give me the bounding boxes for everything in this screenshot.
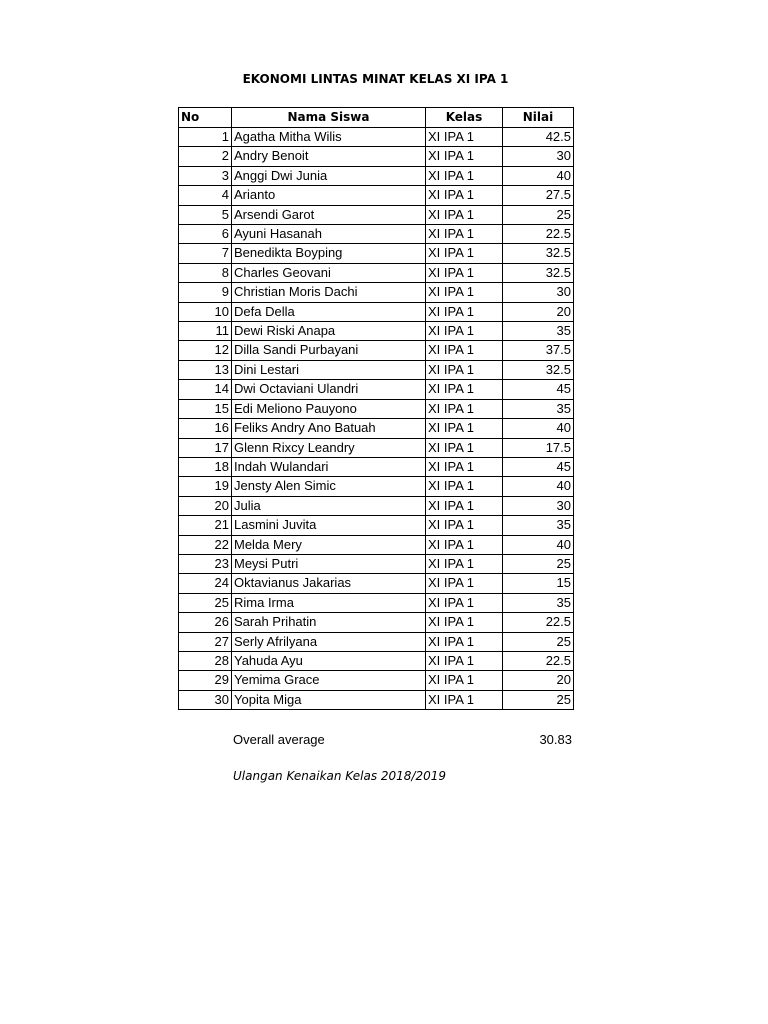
- cell-nilai: 32.5: [503, 244, 574, 263]
- table-row: [179, 399, 574, 418]
- cell-name: Christian Moris Dachi: [232, 283, 426, 302]
- header-row: [179, 108, 574, 128]
- table-row: [179, 147, 574, 166]
- cell-name: Dini Lestari: [232, 360, 426, 379]
- table-row: [179, 128, 574, 147]
- table-row: [179, 535, 574, 554]
- cell-no: 12: [179, 341, 232, 360]
- cell-name: Serly Afrilyana: [232, 632, 426, 651]
- table-row: [179, 496, 574, 515]
- table-row: [179, 205, 574, 224]
- cell-kelas: XI IPA 1: [426, 496, 503, 515]
- document-title: EKONOMI LINTAS MINAT KELAS XI IPA 1: [242, 72, 509, 86]
- cell-no: 15: [179, 399, 232, 418]
- cell-name: Oktavianus Jakarias: [232, 574, 426, 593]
- cell-nilai: 35: [503, 322, 574, 341]
- cell-kelas: XI IPA 1: [426, 690, 503, 709]
- cell-nilai: 45: [503, 380, 574, 399]
- cell-nilai: 40: [503, 166, 574, 185]
- cell-nilai: 42.5: [503, 128, 574, 147]
- table-row: [179, 263, 574, 282]
- cell-nilai: 25: [503, 632, 574, 651]
- cell-name: Yopita Miga: [232, 690, 426, 709]
- cell-nilai: 40: [503, 535, 574, 554]
- table-row: [179, 302, 574, 321]
- cell-name: Sarah Prihatin: [232, 613, 426, 632]
- table-row: [179, 322, 574, 341]
- cell-name: Arsendi Garot: [232, 205, 426, 224]
- cell-kelas: XI IPA 1: [426, 613, 503, 632]
- table-row: [179, 516, 574, 535]
- cell-nilai: 32.5: [503, 360, 574, 379]
- cell-name: Jensty Alen Simic: [232, 477, 426, 496]
- cell-nilai: 40: [503, 419, 574, 438]
- cell-nilai: 40: [503, 477, 574, 496]
- cell-name: Meysi Putri: [232, 554, 426, 573]
- table-row: [179, 554, 574, 573]
- cell-no: 30: [179, 690, 232, 709]
- cell-kelas: XI IPA 1: [426, 438, 503, 457]
- table-row: [179, 632, 574, 651]
- cell-name: Arianto: [232, 186, 426, 205]
- cell-kelas: XI IPA 1: [426, 419, 503, 438]
- table-row: [179, 360, 574, 379]
- cell-nilai: 32.5: [503, 263, 574, 282]
- table-row: [179, 283, 574, 302]
- grades-table: [178, 107, 574, 710]
- cell-no: 26: [179, 613, 232, 632]
- cell-nilai: 35: [503, 399, 574, 418]
- cell-no: 21: [179, 516, 232, 535]
- cell-nilai: 15: [503, 574, 574, 593]
- cell-kelas: XI IPA 1: [426, 516, 503, 535]
- cell-nilai: 20: [503, 302, 574, 321]
- cell-nilai: 25: [503, 554, 574, 573]
- cell-no: 14: [179, 380, 232, 399]
- cell-no: 19: [179, 477, 232, 496]
- cell-no: 27: [179, 632, 232, 651]
- cell-kelas: XI IPA 1: [426, 147, 503, 166]
- cell-no: 6: [179, 225, 232, 244]
- cell-kelas: XI IPA 1: [426, 632, 503, 651]
- cell-no: 3: [179, 166, 232, 185]
- average-label: Overall average: [233, 732, 325, 747]
- cell-no: 2: [179, 147, 232, 166]
- cell-kelas: XI IPA 1: [426, 593, 503, 612]
- cell-kelas: XI IPA 1: [426, 302, 503, 321]
- cell-name: Feliks Andry Ano Batuah: [232, 419, 426, 438]
- cell-name: Lasmini Juvita: [232, 516, 426, 535]
- exam-note: Ulangan Kenaikan Kelas 2018/2019: [233, 769, 447, 783]
- table-row: [179, 574, 574, 593]
- cell-kelas: XI IPA 1: [426, 205, 503, 224]
- cell-name: Andry Benoit: [232, 147, 426, 166]
- cell-nilai: 30: [503, 147, 574, 166]
- cell-name: Yahuda Ayu: [232, 651, 426, 670]
- table-row: [179, 380, 574, 399]
- cell-no: 20: [179, 496, 232, 515]
- cell-no: 8: [179, 263, 232, 282]
- cell-nilai: 17.5: [503, 438, 574, 457]
- cell-name: Dilla Sandi Purbayani: [232, 341, 426, 360]
- cell-name: Yemima Grace: [232, 671, 426, 690]
- cell-name: Edi Meliono Pauyono: [232, 399, 426, 418]
- cell-kelas: XI IPA 1: [426, 263, 503, 282]
- cell-name: Defa Della: [232, 302, 426, 321]
- cell-no: 7: [179, 244, 232, 263]
- cell-kelas: XI IPA 1: [426, 225, 503, 244]
- cell-name: Rima Irma: [232, 593, 426, 612]
- cell-no: 10: [179, 302, 232, 321]
- cell-no: 16: [179, 419, 232, 438]
- cell-name: Ayuni Hasanah: [232, 225, 426, 244]
- table-row: [179, 166, 574, 185]
- cell-nilai: 22.5: [503, 225, 574, 244]
- table-row: [179, 457, 574, 476]
- cell-nilai: 27.5: [503, 186, 574, 205]
- cell-no: 4: [179, 186, 232, 205]
- cell-name: Agatha Mitha Wilis: [232, 128, 426, 147]
- cell-no: 24: [179, 574, 232, 593]
- cell-kelas: XI IPA 1: [426, 128, 503, 147]
- table-row: [179, 186, 574, 205]
- cell-name: Melda Mery: [232, 535, 426, 554]
- cell-nilai: 22.5: [503, 613, 574, 632]
- average-value: 30.83: [539, 732, 572, 747]
- cell-kelas: XI IPA 1: [426, 477, 503, 496]
- cell-nilai: 35: [503, 593, 574, 612]
- table-row: [179, 651, 574, 670]
- cell-no: 1: [179, 128, 232, 147]
- cell-kelas: XI IPA 1: [426, 341, 503, 360]
- cell-no: 5: [179, 205, 232, 224]
- cell-no: 25: [179, 593, 232, 612]
- cell-name: Indah Wulandari: [232, 457, 426, 476]
- cell-name: Benedikta Boyping: [232, 244, 426, 263]
- cell-no: 17: [179, 438, 232, 457]
- table-row: [179, 244, 574, 263]
- cell-kelas: XI IPA 1: [426, 283, 503, 302]
- cell-nilai: 30: [503, 283, 574, 302]
- column-header-kelas: Kelas: [426, 108, 503, 128]
- table-row: [179, 671, 574, 690]
- cell-no: 11: [179, 322, 232, 341]
- cell-name: Anggi Dwi Junia: [232, 166, 426, 185]
- cell-kelas: XI IPA 1: [426, 244, 503, 263]
- cell-no: 29: [179, 671, 232, 690]
- cell-no: 23: [179, 554, 232, 573]
- cell-nilai: 45: [503, 457, 574, 476]
- cell-no: 28: [179, 651, 232, 670]
- cell-name: Dwi Octaviani Ulandri: [232, 380, 426, 399]
- cell-kelas: XI IPA 1: [426, 671, 503, 690]
- cell-name: Glenn Rixcy Leandry: [232, 438, 426, 457]
- cell-nilai: 20: [503, 671, 574, 690]
- cell-kelas: XI IPA 1: [426, 360, 503, 379]
- table-row: [179, 593, 574, 612]
- cell-no: 13: [179, 360, 232, 379]
- column-header-nilai: Nilai: [503, 108, 574, 128]
- cell-kelas: XI IPA 1: [426, 554, 503, 573]
- cell-nilai: 22.5: [503, 651, 574, 670]
- cell-kelas: XI IPA 1: [426, 166, 503, 185]
- cell-kelas: XI IPA 1: [426, 574, 503, 593]
- cell-kelas: XI IPA 1: [426, 399, 503, 418]
- table-body: [179, 128, 574, 710]
- cell-nilai: 35: [503, 516, 574, 535]
- table-row: [179, 477, 574, 496]
- cell-no: 22: [179, 535, 232, 554]
- cell-no: 9: [179, 283, 232, 302]
- cell-name: Julia: [232, 496, 426, 515]
- table-row: [179, 690, 574, 709]
- cell-nilai: 37.5: [503, 341, 574, 360]
- table-row: [179, 341, 574, 360]
- cell-nilai: 25: [503, 205, 574, 224]
- cell-kelas: XI IPA 1: [426, 186, 503, 205]
- table-row: [179, 613, 574, 632]
- column-header-name: Nama Siswa: [232, 108, 426, 128]
- cell-nilai: 30: [503, 496, 574, 515]
- table-row: [179, 438, 574, 457]
- cell-name: Charles Geovani: [232, 263, 426, 282]
- cell-kelas: XI IPA 1: [426, 322, 503, 341]
- table-row: [179, 419, 574, 438]
- cell-kelas: XI IPA 1: [426, 535, 503, 554]
- cell-name: Dewi Riski Anapa: [232, 322, 426, 341]
- cell-no: 18: [179, 457, 232, 476]
- table-row: [179, 225, 574, 244]
- cell-kelas: XI IPA 1: [426, 457, 503, 476]
- cell-nilai: 25: [503, 690, 574, 709]
- column-header-no: No: [179, 108, 232, 128]
- cell-kelas: XI IPA 1: [426, 380, 503, 399]
- cell-kelas: XI IPA 1: [426, 651, 503, 670]
